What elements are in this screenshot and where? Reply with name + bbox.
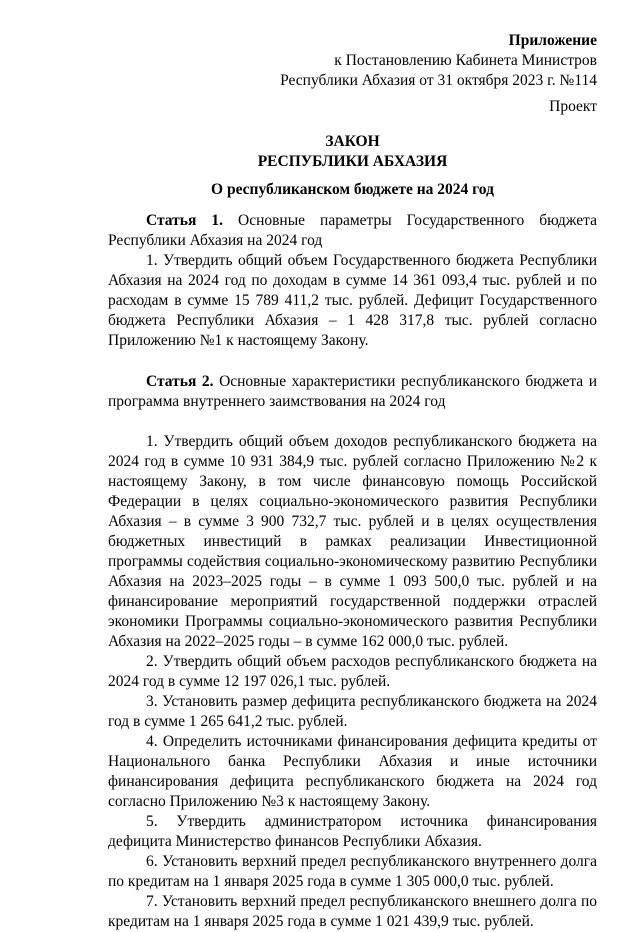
spacer <box>108 351 597 372</box>
article-2-heading-text: Основные характеристики республиканского бюджета и программа внутреннего заимствования на 2024 год <box>108 373 598 410</box>
article-2-item-2: 2. Утвердить общий объем расходов республиканского бюджета на 2024 год в сумме 12 197 026,1 тыс. рублей. <box>108 653 597 690</box>
article-1-heading <box>108 211 597 251</box>
law-title <box>108 132 597 172</box>
article-2-item-3: 3. Установить размер дефицита республиканского бюджета на 2024 год в сумме 1 265 641,2 тыс. рублей. <box>108 693 597 730</box>
draft-label: Проект <box>549 98 597 115</box>
article-2-item-7: 7. Установить верхний предел республиканского внешнего долга по кредитам на 1 января 2025 года в сумме 1 021 439,9 тыс. рублей. <box>108 893 597 930</box>
article-2-heading <box>108 372 597 412</box>
article-1-label: Статья 1. <box>146 212 223 229</box>
annex-line-2: Республики Абхазия от 31 октября 2023 г. №114 <box>280 72 597 89</box>
annex-title: Приложение <box>508 32 597 49</box>
article-1-paragraph-1: 1. Утвердить общий объем Государственного бюджета Республики Абхазия на 2024 год по доходам в сумме 14 361 093,4 тыс. рублей и по расходам в сумме 15 789 411,2 тыс. рублей. Дефицит Государственного бюджета Республики Абхазия – 1 428 317,8 тыс. рублей согласно Приложению №1 к настоящему Закону. <box>108 252 597 349</box>
annex-block <box>280 31 597 91</box>
article-2-item-4: 4. Определить источниками финансирования дефицита кредиты от Национального банка Республики Абхазия и иные источники финансирования дефицита республиканского бюджета на 2024 год согласно Приложению №3 к настоящему Закону. <box>108 733 597 810</box>
article-2-item-6: 6. Установить верхний предел республиканского внутреннего долга по кредитам на 1 января 2025 года в сумме 1 305 000,0 тыс. рублей. <box>108 853 597 890</box>
law-body <box>108 211 597 932</box>
article-2-item-1: 1. Утвердить общий объем доходов республиканского бюджета на 2024 год в сумме 10 931 384,9 тыс. рублей согласно Приложению №2 к настоящему Закону, в том числе финансовую помощь Российской Федерации в целях социально-экономического развития Республики Абхазия – в сумме 3 900 732,7 тыс. рублей и в целях осуществления бюджетных инвестиций в рамках реализации Инвестиционной программы содействия социально-экономическому развитию Республики Абхазия на 2023–2025 годы – в сумме 1 093 500,0 тыс. рублей и на финансирование мероприятий государственной поддержки отраслей экономики Программы социально-экономического развития Республики Абхазия на 2022–2025 годы – в сумме 162 000,0 тыс. рублей. <box>108 433 597 650</box>
law-title-line-2: РЕСПУБЛИКИ АБХАЗИЯ <box>257 153 448 170</box>
article-2-label: Статья 2. <box>146 373 214 390</box>
law-title-line-1: ЗАКОН <box>325 133 380 150</box>
article-1-heading-text: Основные параметры Государственного бюджета Республики Абхазия на 2024 год <box>108 212 597 249</box>
article-2-item-5: 5. Утвердить администратором источника финансирования дефицита Министерство финансов Республики Абхазия. <box>108 813 597 850</box>
annex-line-1: к Постановлению Кабинета Министров <box>334 52 597 69</box>
law-subject: О республиканском бюджете на 2024 год <box>211 181 494 198</box>
spacer <box>108 412 597 432</box>
